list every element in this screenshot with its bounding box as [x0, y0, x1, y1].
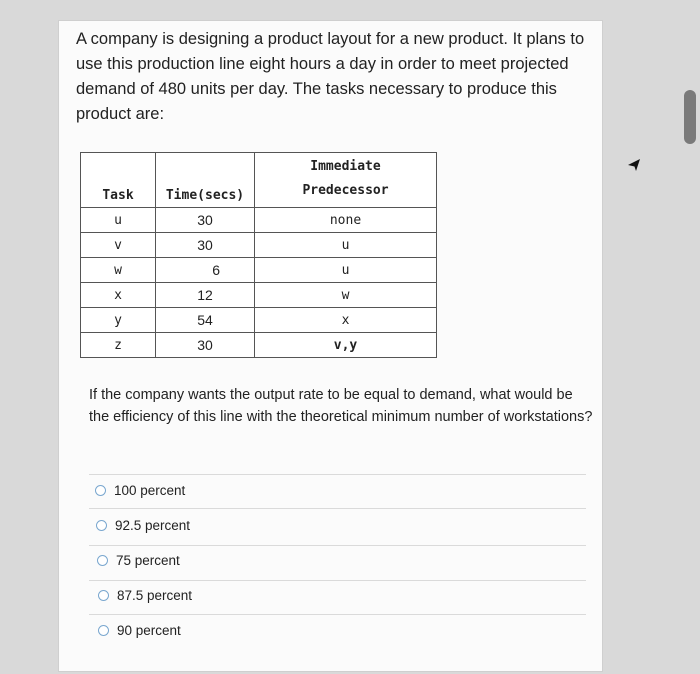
predecessor-cell: none	[255, 208, 437, 233]
time-cell: 12	[156, 283, 255, 308]
option-label: 100 percent	[114, 482, 186, 498]
header-task: Task	[81, 153, 156, 208]
header-predecessor	[255, 153, 437, 208]
task-cell: z	[81, 333, 156, 358]
divider	[89, 614, 586, 615]
time-cell: 6	[156, 258, 255, 283]
option-label: 92.5 percent	[115, 517, 191, 533]
option-100-percent[interactable]	[95, 480, 185, 500]
header-time: Time(secs)	[156, 153, 255, 208]
divider	[89, 545, 586, 546]
table-row	[81, 258, 437, 283]
time-cell: 54	[156, 308, 255, 333]
divider	[89, 580, 586, 581]
question-text: If the company wants the output rate to be equal to demand, what would be the efficiency of this line with the theoretical minimum number of workstations?	[89, 387, 593, 425]
mouse-cursor-icon	[627, 158, 641, 172]
predecessor-cell: x	[255, 308, 437, 333]
table-row	[81, 333, 437, 358]
predecessor-cell: u	[255, 258, 437, 283]
radio-button[interactable]	[95, 485, 106, 496]
time-cell: 30	[156, 333, 255, 358]
option-92-5-percent[interactable]	[96, 515, 190, 535]
radio-button[interactable]	[98, 590, 109, 601]
task-cell: v	[81, 233, 156, 258]
option-75-percent[interactable]	[97, 550, 180, 570]
predecessor-cell: u	[255, 233, 437, 258]
radio-button[interactable]	[98, 625, 109, 636]
task-cell: y	[81, 308, 156, 333]
header-predecessor-line1: Immediate	[310, 159, 381, 174]
header-predecessor-line2: Predecessor	[302, 183, 389, 198]
table-row	[81, 308, 437, 333]
table-row	[81, 283, 437, 308]
divider	[89, 508, 586, 509]
radio-button[interactable]	[97, 555, 108, 566]
table-row	[81, 233, 437, 258]
time-cell: 30	[156, 233, 255, 258]
option-label: 90 percent	[117, 622, 181, 638]
option-90-percent[interactable]	[98, 620, 181, 640]
option-label: 87.5 percent	[117, 587, 193, 603]
task-cell: u	[81, 208, 156, 233]
task-cell: w	[81, 258, 156, 283]
table-row	[81, 208, 437, 233]
predecessor-cell: w	[255, 283, 437, 308]
radio-button[interactable]	[96, 520, 107, 531]
problem-intro: A company is designing a product layout for a new product. It plans to use this production line eight hours a day in order to meet projected demand of 480 units per day. The tasks necessary to produce this product are:	[76, 30, 585, 123]
option-87-5-percent[interactable]	[98, 585, 192, 605]
task-cell: x	[81, 283, 156, 308]
table-header-row	[81, 153, 437, 208]
option-label: 75 percent	[116, 552, 180, 568]
task-table	[80, 152, 437, 358]
time-cell: 30	[156, 208, 255, 233]
scrollbar-thumb[interactable]	[684, 90, 696, 144]
predecessor-cell: v,y	[255, 333, 437, 358]
divider	[89, 474, 586, 475]
